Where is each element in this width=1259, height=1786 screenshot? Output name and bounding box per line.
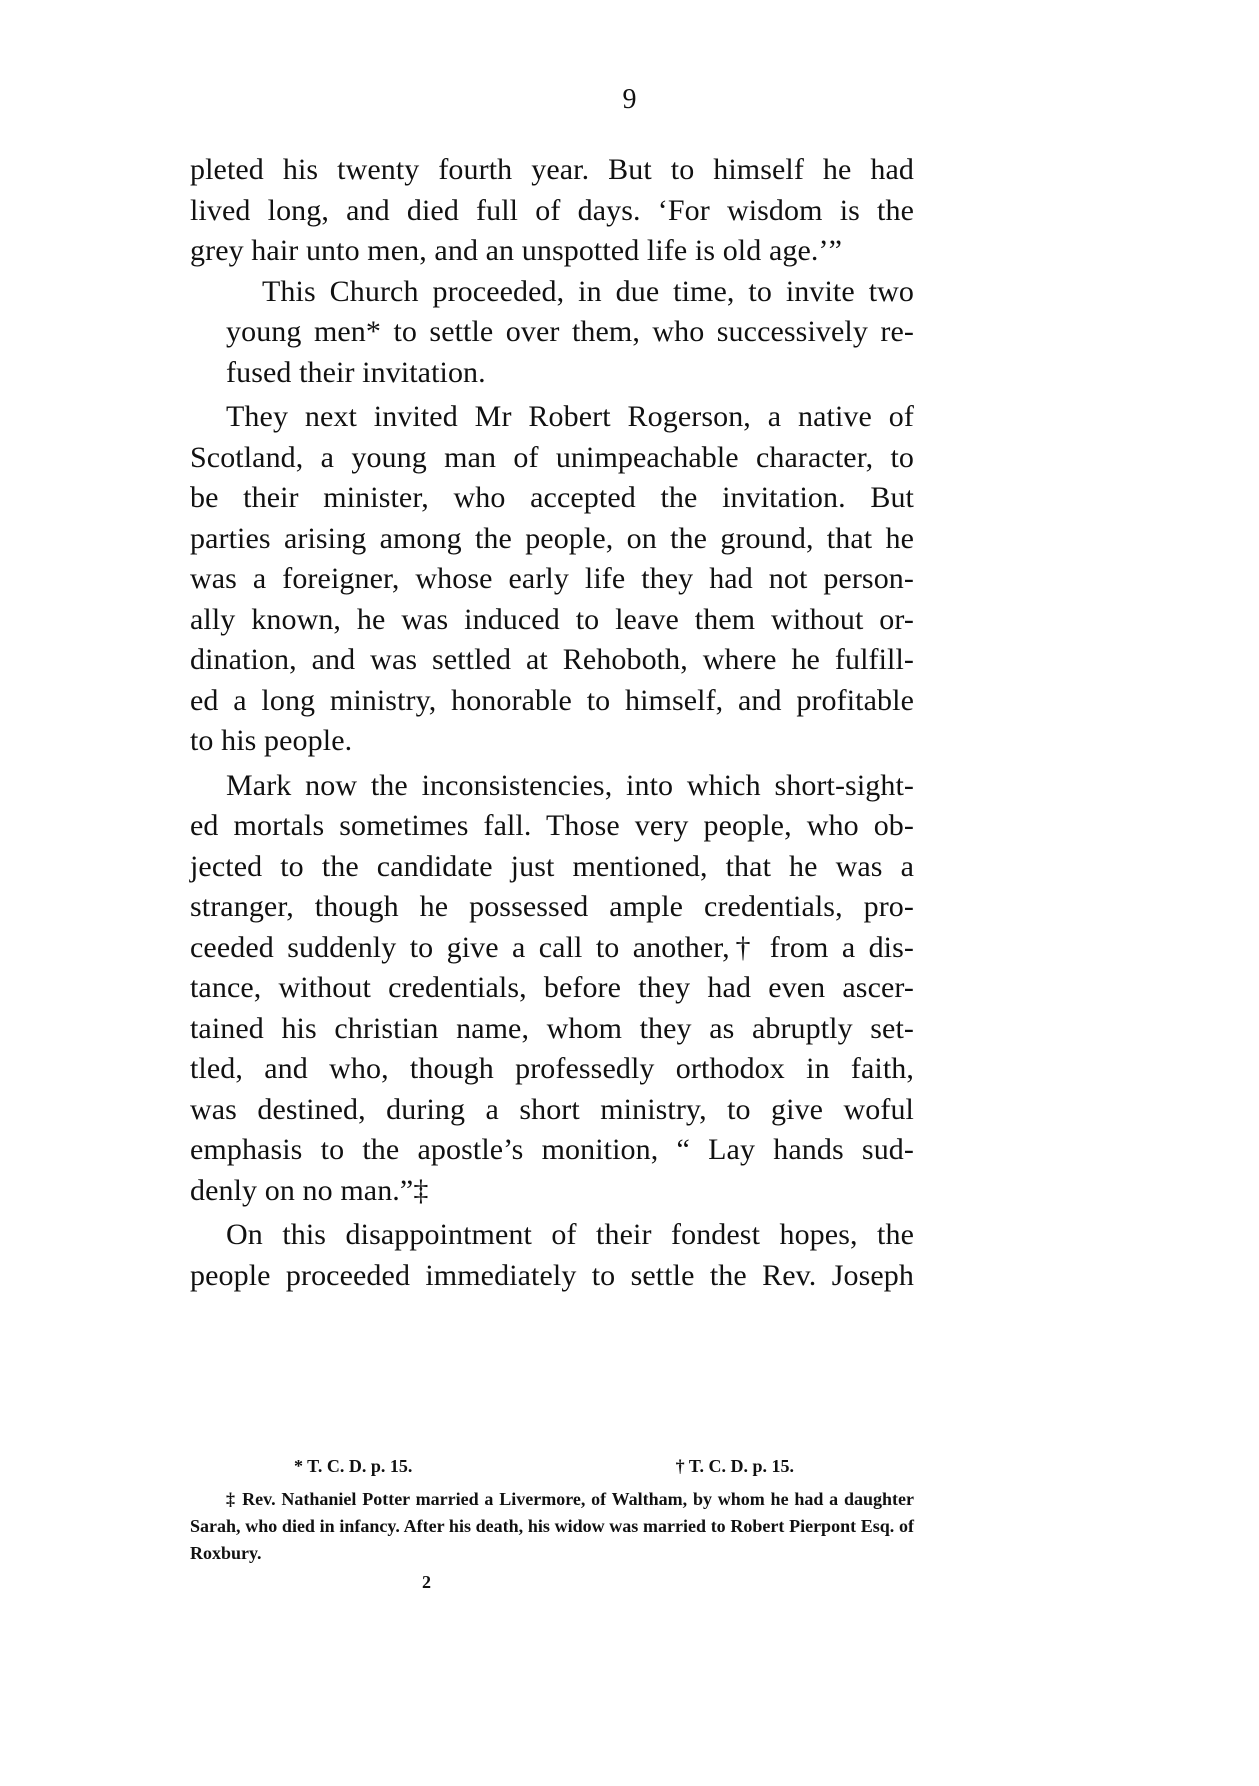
text-line: ed a long ministry, honorable to himself, and profitable xyxy=(190,683,914,717)
text-line: pleted his twenty fourth year. But to himself he had xyxy=(190,153,914,186)
text-line: people proceeded immediately to settle the Rev. Joseph xyxy=(190,1258,914,1292)
text-line: ed mortals sometimes fall. Those very people, who ob- xyxy=(190,809,914,842)
text-line: grey hair unto men, and an unspotted life is old age.’” xyxy=(190,234,842,267)
text-line: stranger, though he possessed ample credentials, pro- xyxy=(190,890,914,923)
footnotes xyxy=(190,1453,914,1596)
text-line: tled, and who, though professedly orthodox in faith, xyxy=(190,1052,914,1085)
footnote-double-dagger: ‡ Rev. Nathaniel Potter married a Livermore, of Waltham, by whom he had a daughter Sarah, who died in infancy. After his death, his widow was married to Robert Pierpont Esq. of Roxbury. xyxy=(190,1489,914,1563)
text-line: They next invited Mr Robert Rogerson, a native of xyxy=(226,400,914,433)
text-line: dination, and was settled at Rehoboth, where he fulfill- xyxy=(190,643,914,676)
text-line: ceeded suddenly to give a call to another,† from a dis- xyxy=(190,930,914,964)
text-line: young men* to settle over them, who successively re- xyxy=(226,315,914,348)
text-line: tance, without credentials, before they had even ascer- xyxy=(190,971,914,1004)
text-line: This Church proceeded, in due time, to invite two xyxy=(262,274,914,308)
paragraph-3 xyxy=(190,397,914,762)
text-line: emphasis to the apostle’s monition, “ Lay hands sud- xyxy=(190,1133,914,1166)
paragraph-1 xyxy=(190,150,914,272)
text-line: denly on no man.”‡ xyxy=(190,1173,429,1207)
footnote-star: * T. C. D. p. 15. xyxy=(294,1456,413,1476)
text-line: parties arising among the people, on the ground, that he xyxy=(190,521,914,555)
paragraph-5 xyxy=(190,1215,914,1296)
page-number: 9 xyxy=(622,84,637,115)
text-line: lived long, and died full of days. ‘For wisdom is the xyxy=(190,193,914,227)
footnote-row xyxy=(190,1453,914,1480)
signature-mark: 2 xyxy=(422,1572,431,1592)
text-line: On this disappointment of their fondest hopes, the xyxy=(226,1218,914,1251)
text-line: to his people. xyxy=(190,724,353,757)
footnote-dagger: † T. C. D. p. 15. xyxy=(675,1456,794,1476)
text-line: be their minister, who accepted the invitation. But xyxy=(190,481,914,514)
text-line: fused their invitation. xyxy=(226,355,486,389)
text-line: tained his christian name, whom they as abruptly set- xyxy=(190,1011,914,1045)
paragraph-2 xyxy=(190,272,914,394)
text-line: was a foreigner, whose early life they had not person- xyxy=(190,562,914,595)
text-line: Mark now the inconsistencies, into which short-sight- xyxy=(226,768,914,802)
text-line: Scotland, a young man of unimpeachable character, to xyxy=(190,440,914,474)
text-line: was destined, during a short ministry, to give woful xyxy=(190,1092,914,1126)
body-text xyxy=(190,150,914,1296)
paragraph-4 xyxy=(190,766,914,1212)
text-line: jected to the candidate just mentioned, that he was a xyxy=(190,849,914,883)
text-line: ally known, he was induced to leave them without or- xyxy=(190,602,914,636)
